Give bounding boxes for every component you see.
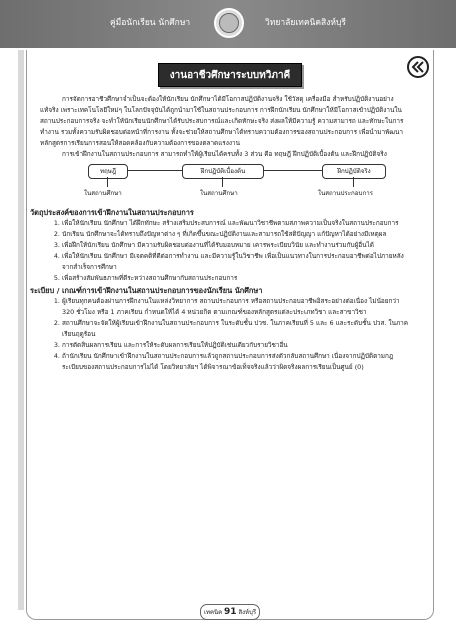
page-header bbox=[0, 0, 456, 48]
diagram-box-basic-practice: ฝึกปฏิบัติเบื้องต้น bbox=[182, 164, 264, 179]
page-number: 91 bbox=[224, 607, 237, 617]
double-chevron-left-icon bbox=[411, 61, 425, 73]
list-item: 2. นักเรียน นักศึกษาจะได้ทราบถึงปัญหาต่าง ๆ ที่เกิดขึ้นขณะปฏิบัติงานและสามารถใช้สติปัญญา แก้ปัญหาได้อย่างมีเหตุผล bbox=[62, 229, 410, 240]
page-number-badge bbox=[200, 604, 260, 620]
back-button[interactable] bbox=[407, 56, 429, 78]
footer-suffix: สิงห์บุรี bbox=[238, 609, 257, 616]
diagram-label: ในสถานประกอบการ bbox=[318, 190, 373, 197]
side-decoration bbox=[18, 50, 24, 610]
header-right-text: วิทยาลัยเทคนิคสิงห์บุรี bbox=[265, 18, 346, 28]
down-line bbox=[353, 177, 354, 187]
section-heading-regulations: ระเบียบ / เกณฑ์การเข้าฝึกงานในสถานประกอบการของนักเรียน นักศึกษา bbox=[30, 286, 263, 295]
diagram-box-real-practice: ฝึกปฏิบัติจริง bbox=[322, 164, 386, 179]
training-diagram bbox=[40, 162, 410, 206]
main-content bbox=[30, 94, 410, 373]
list-item: 1. เพื่อให้นักเรียน นักศึกษา ได้ฝึกทักษะ สร้างเสริมประสบการณ์ และพัฒนาวิชาชีพตามสภาพความเป็นจริงในสถานประกอบการ bbox=[62, 218, 410, 229]
connector-line bbox=[126, 170, 182, 171]
footer-prefix: เทคนิค bbox=[203, 609, 223, 616]
diagram-box-theory: ทฤษฎี bbox=[88, 164, 128, 179]
connector-line bbox=[262, 170, 322, 171]
objectives-list bbox=[40, 218, 410, 284]
list-item: 4. ถ้านักเรียน นักศึกษาเข้าฝึกงานในสถานประกอบการแล้วถูกสถานประกอบการส่งตัวกลับสถานศึกษา เนื่องจากปฏิบัติตามกฎระเบียบของสถานประกอบการไม่ได้ โดยวิทยาลัยฯ ได้พิจารณาข้อเท็จจริงแล้วว่าผิดจริงผลการเรียนเป็นศูนย์ (0) bbox=[62, 351, 410, 373]
list-item: 4. เพื่อให้นักเรียน นักศึกษา มีเจตคติที่ดีต่อการทำงาน และมีความรู้ในวิชาชีพ เพื่อเป็นแนวทางในการประกอบอาชีพต่อไปภายหลังจากสำเร็จการศึกษา bbox=[62, 251, 410, 273]
list-item: 1. ผู้เรียนทุกคนต้องผ่านการฝึกงานในแหล่งวิทยาการ สถานประกอบการ หรือสถานประกอบอาชีพอิสระอย่างต่อเนื่อง ไม่น้อยกว่า 320 ชั่วโมง หรือ 1 ภาคเรียน กำหนดให้ได้ 4 หน่วยกิต ตามเกณฑ์ของหลักสูตรแต่ละประเภทวิชา และสาขาวิชา bbox=[62, 296, 410, 318]
header-left-text: คู่มือนักเรียน นักศึกษา bbox=[110, 18, 191, 28]
down-line bbox=[107, 177, 108, 187]
page-title: งานอาชีวศึกษาระบบทวิภาคี bbox=[158, 63, 302, 87]
list-item: 2. สถานศึกษาจะจัดให้ผู้เรียนเข้าฝึกงานในสถานประกอบการ ในระดับชั้น ปวช. ในภาคเรียนที่ 5 และ 6 และระดับชั้น ปวส. ในภาคเรียนฤดูร้อน bbox=[62, 318, 410, 340]
regulations-list bbox=[40, 296, 410, 373]
college-seal-icon bbox=[214, 8, 244, 38]
intro-paragraph-1: การจัดการอาชีวศึกษาจำเป็นจะต้องให้นักเรียน นักศึกษาได้มีโอกาสปฏิบัติงานจริง ใช้วัสดุ เครื่องมือ สำหรับปฏิบัติงานอย่างแท้จริง เพราะเทคโนโลยีใหม่ๆ ในโลกปัจจุบันได้ถูกนำมาใช้ในสถานประกอบการ การฝึกนักเรียน นักศึกษาให้มีโอกาสเข้าปฏิบัติงานในสถานประกอบการจริง จะทำให้นักเรียนนักศึกษาได้รับประสบการณ์และเกิดทักษะจริง ส่งผลให้มีความรู้ ความสามารถ และทักษะในการทำงาน รวมทั้งความรับผิดชอบต่อหน้าที่การงาน ทั้งจะช่วยให้สถานศึกษาได้ทราบความต้องการของสถานประกอบการ เพื่อนำมาพัฒนาหลักสูตรการเรียนการสอนให้สอดคล้องกับความต้องการของตลาดแรงงาน bbox=[40, 95, 404, 147]
diagram-label: ในสถานศึกษา bbox=[84, 190, 122, 197]
list-item: 3. การตัดสินผลการเรียน และการให้ระดับผลการเรียนให้ปฏิบัติเช่นเดียวกับรายวิชาอื่น bbox=[62, 340, 410, 351]
intro-paragraph-2: การเข้าฝึกงานในสถานประกอบการ สามารถทำให้ผู้เรียนได้ครบทั้ง 3 ส่วน คือ ทฤษฎี ฝึกปฏิบัติเบื้องต้น และฝึกปฏิบัติจริง bbox=[62, 150, 387, 158]
list-item: 3. เพื่อฝึกให้นักเรียน นักศึกษา มีความรับผิดชอบต่องานที่ได้รับมอบหมาย เคารพระเบียบวินัย และทำงานร่วมกับผู้อื่นได้ bbox=[62, 240, 410, 251]
diagram-label: ในสถานศึกษา bbox=[200, 190, 238, 197]
down-line bbox=[222, 177, 223, 187]
list-item: 5. เพื่อสร้างสัมพันธภาพที่ดีระหว่างสถานศึกษากับสถานประกอบการ bbox=[62, 273, 410, 284]
section-heading-objectives: วัตถุประสงค์ของการเข้าฝึกงานในสถานประกอบการ bbox=[30, 208, 194, 217]
